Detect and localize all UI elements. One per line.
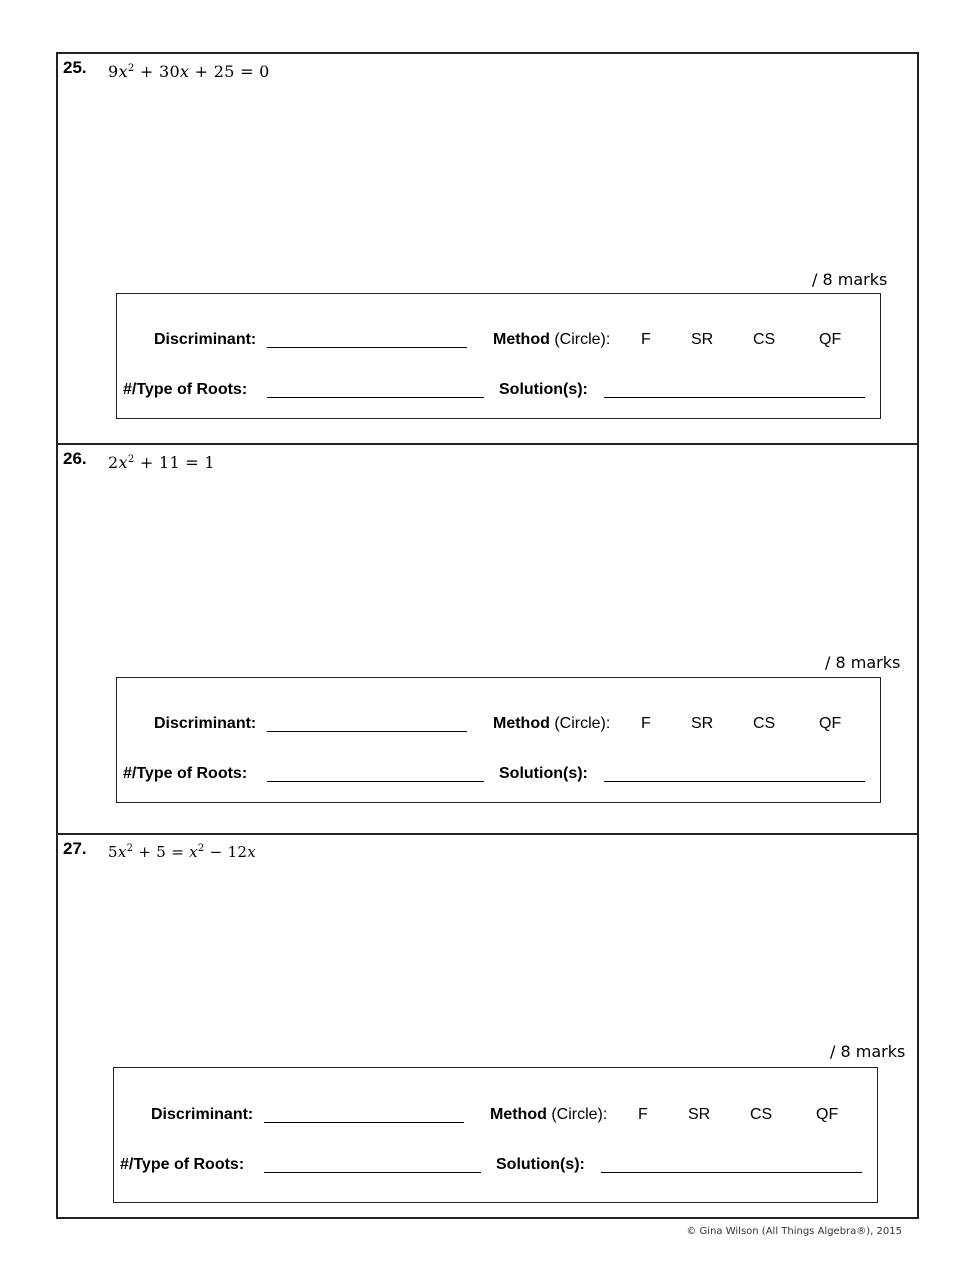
method-option-f[interactable]: F (638, 1106, 648, 1123)
worksheet (56, 52, 919, 1219)
solutions-answer-line[interactable] (601, 1172, 862, 1173)
solutions-label: Solution(s): (499, 381, 588, 398)
copyright-footer: © Gina Wilson (All Things Algebra®), 2015 (686, 1226, 902, 1237)
method-label: Method (Circle): (493, 331, 611, 348)
discriminant-label: Discriminant: (154, 715, 257, 732)
method-option-qf[interactable]: QF (816, 1106, 839, 1123)
method-option-cs[interactable]: CS (753, 715, 776, 732)
problem-number: 26. (63, 449, 87, 468)
answer-box (113, 1067, 878, 1203)
problem-26 (58, 443, 917, 833)
discriminant-answer-line[interactable] (267, 347, 467, 348)
marks-label: / 8 marks (812, 270, 888, 289)
roots-label: #/Type of Roots: (120, 1156, 245, 1173)
problem-equation: $9x^2 + 30x + 25 = 0$ (108, 62, 270, 81)
discriminant-answer-line[interactable] (264, 1122, 464, 1123)
solutions-label: Solution(s): (499, 765, 588, 782)
method-option-cs[interactable]: CS (750, 1106, 773, 1123)
method-option-qf[interactable]: QF (819, 715, 842, 732)
method-label: Method (Circle): (490, 1106, 608, 1123)
method-option-qf[interactable]: QF (819, 331, 842, 348)
roots-answer-line[interactable] (267, 397, 484, 398)
solutions-answer-line[interactable] (604, 781, 865, 782)
solutions-label: Solution(s): (496, 1156, 585, 1173)
discriminant-label: Discriminant: (154, 331, 257, 348)
method-option-cs[interactable]: CS (753, 331, 776, 348)
problem-equation: $5x^2 + 5 = x^2 - 12x$ (108, 843, 257, 861)
method-option-f[interactable]: F (641, 715, 651, 732)
answer-box (116, 677, 881, 803)
problem-25 (58, 54, 917, 443)
problem-27 (58, 833, 917, 1217)
method-option-sr[interactable]: SR (688, 1106, 711, 1123)
marks-label: / 8 marks (825, 653, 901, 672)
roots-answer-line[interactable] (264, 1172, 481, 1173)
discriminant-label: Discriminant: (151, 1106, 254, 1123)
method-label: Method (Circle): (493, 715, 611, 732)
problem-equation: $2x^2 + 11 = 1$ (108, 453, 215, 472)
method-option-sr[interactable]: SR (691, 331, 714, 348)
roots-label: #/Type of Roots: (123, 381, 248, 398)
answer-box (116, 293, 881, 419)
discriminant-answer-line[interactable] (267, 731, 467, 732)
method-option-f[interactable]: F (641, 331, 651, 348)
problem-number: 25. (63, 58, 87, 77)
roots-answer-line[interactable] (267, 781, 484, 782)
problem-number: 27. (63, 839, 87, 858)
marks-label: / 8 marks (830, 1042, 906, 1061)
method-option-sr[interactable]: SR (691, 715, 714, 732)
roots-label: #/Type of Roots: (123, 765, 248, 782)
solutions-answer-line[interactable] (604, 397, 865, 398)
